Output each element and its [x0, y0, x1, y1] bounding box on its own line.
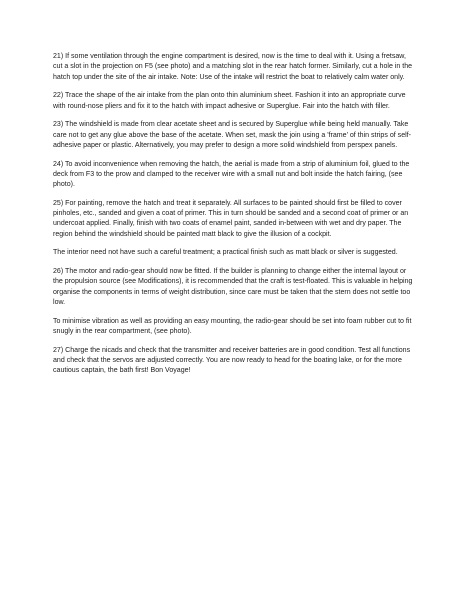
paragraph-interior-note: The interior need not have such a careful treatment; a practical finish such as matt black or silver is suggested. — [53, 249, 398, 257]
paragraph-step-23: 23) The windshield is made from clear acetate sheet and is secured by Superglue while being held manually. Take care not to get any glue above the base of the acetate. When set, mask the join using a 'frame' of thin strips of self-adhesive paper or plastic. Alternatively, you may prefer to design a more solid windshield from perspex panels. — [53, 121, 411, 149]
document-body — [53, 52, 413, 385]
paragraph-vibration-note: To minimise vibration as well as providing an easy mounting, the radio-gear should be set into foam rubber cut to fit snugly in the rear compartment, (see photo). — [53, 317, 412, 335]
paragraph-step-26: 26) The motor and radio-gear should now be fitted. If the builder is planning to change either the internal layout or the propulsion source (see Modifications), it is recommended that the craft is test-floated. This is valuable in helping organise the components in terms of weight distribution, since care must be taken that the stern does not settle too low. — [53, 268, 413, 306]
paragraph-step-27: 27) Charge the nicads and check that the transmitter and receiver batteries are in good condition. Test all functions and check that the servos are adjusted correctly. You are now ready to head for the boating lake, or for the more cautious captain, the bath first! Bon Voyage! — [53, 346, 411, 375]
paragraph-step-25: 25) For painting, remove the hatch and treat it separately. All surfaces to be painted should first be filled to cover pinholes, etc., sanded and given a coat of primer. This in turn should be sanded and a second coat of primer or an undercoat applied. Finally, finish with two coats of enamel paint, sanded in-between with wet and dry paper. The region behind the windshield should be painted matt black to give the illusion of a cockpit. — [53, 199, 409, 238]
paragraph-step-24: 24) To avoid inconvenience when removing the hatch, the aerial is made from a strip of aluminium foil, glued to the deck from F3 to the prow and clamped to the receiver wire with a small nut and bolt inside the hatch fairing, (see photo). — [53, 160, 410, 189]
paragraph-step-21: 21) If some ventilation through the engine compartment is desired, now is the time to deal with it. Using a fretsaw, cut a slot in the projection on F5 (see photo) and a matching slot in the rear hatch former. Similarly, cut a hole in the hatch top under the site of the air intake. Note: Use of the intake will restrict the boat to relatively calm water only. — [53, 53, 413, 81]
paragraph-step-22: 22) Trace the shape of the air intake from the plan onto thin aluminium sheet. Fashion it into an appropriate curve with round-nose pliers and fix it to the hatch with impact adhesive or Superglue. Fair into the hatch with filler. — [53, 92, 406, 110]
